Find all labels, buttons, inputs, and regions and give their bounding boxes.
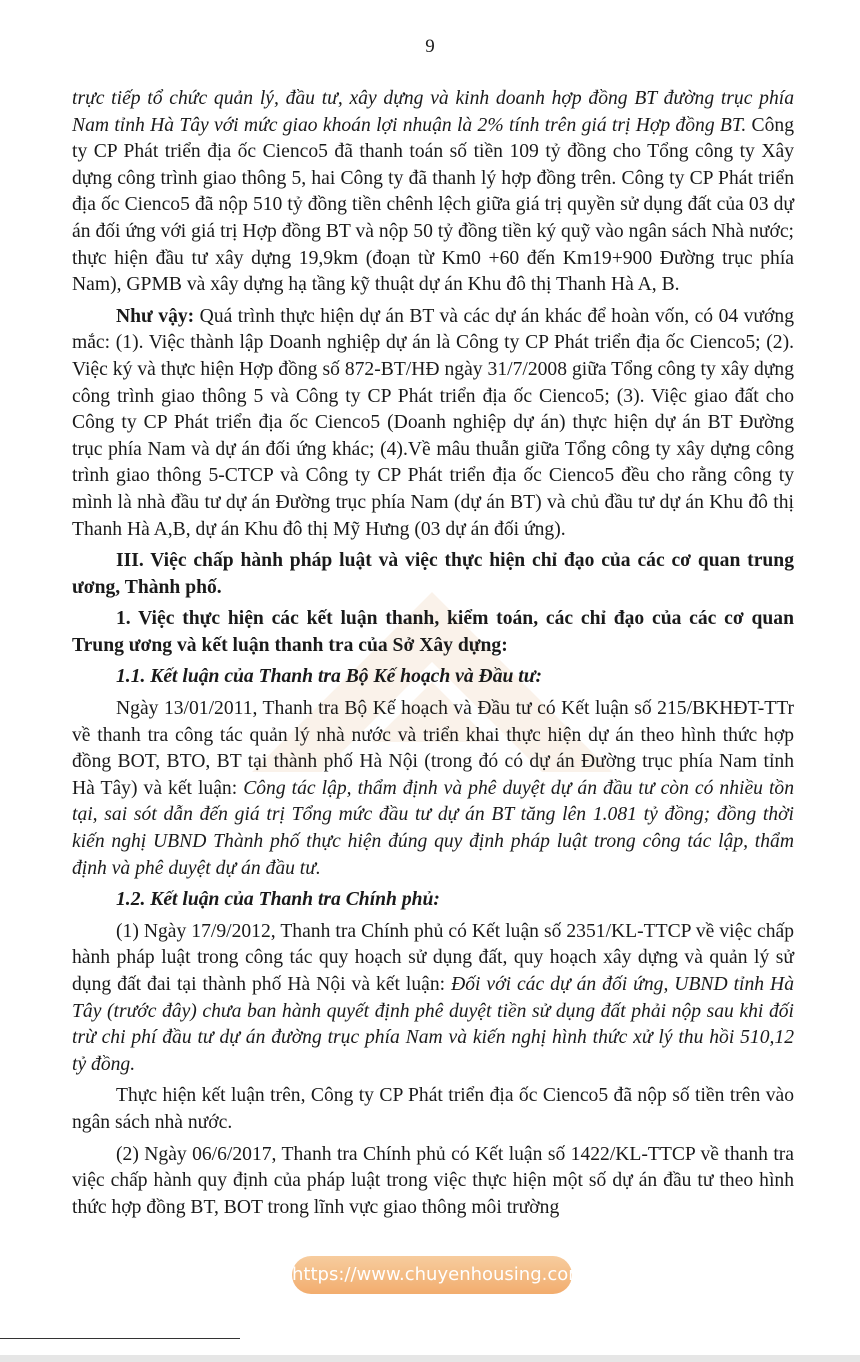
paragraph-italic-part: Công tác lập, thẩm định và phê duyệt dự án đầu tư còn có nhiều tồn tại, sai sót dẫn đến giá trị Tổng mức đầu tư dự án BT tăng lên 1.081 tỷ đồng; đồng thời kiến nghị UBND Thành phố thực hiện đúng quy định pháp luật trong công tác lập, thẩm định và phê duyệt dự án đầu tư. bbox=[72, 777, 794, 879]
paragraph-text: Công ty CP Phát triển địa ốc Cienco5 đã thanh toán số tiền 109 tỷ đồng cho Tổng công ty Xây dựng công trình giao thông 5, hai Công ty đã thanh lý hợp đồng trên. Công ty CP Phát triển địa ốc Cienco5 đã nộp 510 tỷ đồng tiền chênh lệch giữa giá trị quyền sử dụng đất của 03 dự án đối ứng với giá trị Hợp đồng BT và nộp 50 tỷ đồng tiền ký quỹ vào ngân sách Nhà nước; thực hiện đầu tư xây dựng 19,9km (đoạn từ Km0 +60 đến Km19+900 Đường trục phía Nam), GPMB và xây dựng hạ tầng kỹ thuật dự án Khu đô thị Thanh Hà A, B. bbox=[72, 114, 794, 296]
scan-bottom-edge bbox=[0, 1355, 860, 1362]
document-body bbox=[72, 86, 794, 1226]
paragraph-contract-payment bbox=[72, 86, 794, 299]
paragraph-summary bbox=[72, 304, 794, 543]
paragraph-text: Ngày 13/01/2011, Thanh tra Bộ Kế hoạch và Đầu tư có Kết luận số 215/BKHĐT-TTr về thanh tra công tác quản lý nhà nước và triển khai thực hiện dự án theo hình thức hợp đồng BOT, BTO, BT tại thành phố Hà Nội (trong đó có dự án Đường trục phía Nam tỉnh Hà Tây) và kết luận: bbox=[72, 698, 794, 799]
paragraph-text: (1) Ngày 17/9/2012, Thanh tra Chính phủ có Kết luận số 2351/KL-TTCP về việc chấp hành pháp luật trong công tác quy hoạch sử dụng đất, quy hoạch xây dựng và quản lý sử dụng đất đai tại thành phố Hà Nội và kết luận: bbox=[72, 920, 794, 995]
page-number: 9 bbox=[425, 36, 435, 57]
section-heading-1: 1. Việc thực hiện các kết luận thanh, kiểm toán, các chỉ đạo của các cơ quan Trung ương và kết luận thanh tra của Sở Xây dựng: bbox=[72, 608, 794, 656]
paragraph-text: Quá trình thực hiện dự án BT và các dự án khác để hoàn vốn, có 04 vướng mắc: (1). Việc thành lập Doanh nghiệp dự án là Công ty CP Phát triển địa ốc Cienco5; (2). Việc ký và thực hiện Hợp đồng số 872-BT/HĐ ngày 31/7/2008 giữa Tổng công ty xây dựng công trình giao thông 5 và Công ty CP Phát triển địa ốc Cienco5; (3). Việc giao đất cho Công ty CP Phát triển địa ốc Cienco5 (Doanh nghiệp dự án) thực hiện dự án BT Đường trục phía Nam và dự án đối ứng khác; (4).Về mâu thuẫn giữa Tổng công ty xây dựng công trình giao thông 5-CTCP và Công ty CP Phát triển địa ốc Cienco5 đều cho rằng công ty mình là nhà đầu tư dự án Đường trục phía Nam (dự án BT) và chủ đầu tư dự án Khu đô thị Thanh Hà A,B, dự án Khu đô thị Mỹ Hưng (03 dự án đối ứng). bbox=[72, 305, 795, 540]
paragraph-italic-part: Đối với các dự án đối ứng, UBND tỉnh Hà Tây (trước đây) chưa ban hành quyết định phê duyệt tiền sử dụng đất phải nộp sau khi đối trừ chi phí đầu tư dự án đường trục phía Nam và kiến nghị hình thức xử lý thu hồi 510,12 tỷ đồng. bbox=[72, 974, 795, 1075]
paragraph-gov-conclusion-2: (2) Ngày 06/6/2017, Thanh tra Chính phủ có Kết luận số 1422/KL-TTCP về thanh tra việc chấp hành quy định của pháp luật trong việc thực hiện một số dự án đầu tư theo hình thức hợp đồng BT, BOT trong lĩnh vực giao thông môi trường bbox=[72, 1143, 794, 1218]
paragraph-mpi-conclusion bbox=[72, 696, 794, 882]
paragraph-gov-conclusion-1 bbox=[72, 919, 794, 1079]
watermark-url: https://www.chuyenhousing.com/ bbox=[292, 1256, 572, 1294]
footnote-divider bbox=[0, 1338, 240, 1339]
section-heading-1-2: 1.2. Kết luận của Thanh tra Chính phủ: bbox=[116, 889, 440, 911]
paragraph-italic-part: trực tiếp tổ chức quản lý, đầu tư, xây dựng và kinh doanh hợp đồng BT đường trục phía Nam tỉnh Hà Tây với mức giao khoán lợi nhuận là 2% tính trên giá trị Hợp đồng BT. bbox=[72, 88, 794, 136]
section-heading-1-1: 1.1. Kết luận của Thanh tra Bộ Kế hoạch và Đầu tư: bbox=[116, 666, 542, 688]
paragraph-bold-lead: Như vậy: bbox=[116, 305, 195, 327]
paragraph-implementation: Thực hiện kết luận trên, Công ty CP Phát triển địa ốc Cienco5 đã nộp số tiền trên vào ngân sách nhà nước. bbox=[72, 1085, 794, 1133]
section-heading-iii: III. Việc chấp hành pháp luật và việc thực hiện chỉ đạo của các cơ quan trung ương, Thành phố. bbox=[72, 550, 794, 598]
